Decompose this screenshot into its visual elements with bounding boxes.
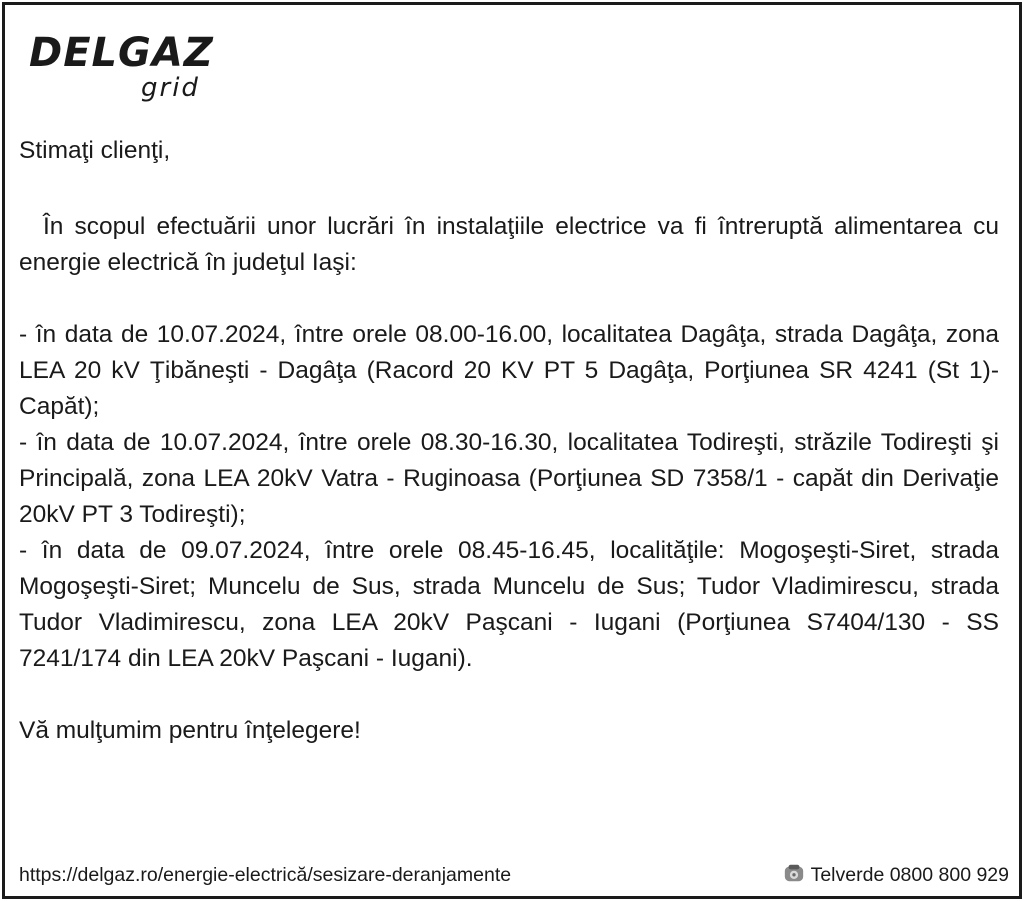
logo-subtitle: grid [141,73,200,103]
logo-wordmark: DELGAZ [29,30,214,76]
outage-item-3: - în data de 09.07.2024, între orele 08.45-16.45, localităţile: Mogoşeşti-Siret, strada Mogoşeşti-Siret; Muncelu de Sus, strada Muncelu de Sus; Tudor Vladimirescu, strada Tudor Vladimirescu, zona LEA 20kV Paşcani - Iugani (Porţiunea S7404/130 - SS 7241/174 din LEA 20kV Paşcani - Iugani). [19,537,999,672]
letter-body [19,133,999,749]
outage-item-1: - în data de 10.07.2024, între orele 08.00-16.00, localitatea Dagâţa, strada Dagâţa, zona LEA 20 kV Ţibăneşti - Dagâţa (Racord 20 KV PT 5 Dagâţa, Porţiunea SR 4241 (St 1)-Capăt); [19,321,999,420]
intro-paragraph: În scopul efectuării unor lucrări în instalaţiile electrice va fi întreruptă alimentarea cu energie electrică în judeţul Iaşi: [19,213,999,276]
footer [19,861,1009,889]
outage-item-2: - în data de 10.07.2024, între orele 08.30-16.30, localitatea Todireşti, străzile Todireşti şi Principală, zona LEA 20kV Vatra - Ruginoasa (Porţiunea SD 7358/1 - capăt din Derivaţie 20kV PT 3 Todireşti); [19,429,999,528]
greeting: Stimaţi clienţi, [19,137,171,164]
closing-line: Vă mulţumim pentru înţelegere! [19,717,361,744]
telephone-icon [783,862,805,884]
footer-phone-number: Telverde 0800 800 929 [810,864,1009,886]
footer-phone [783,861,1009,889]
delgaz-grid-logo [29,31,229,111]
footer-url-link[interactable]: https://delgaz.ro/energie-electrică/sesizare-deranjamente [19,864,512,886]
notice-frame [2,2,1022,899]
